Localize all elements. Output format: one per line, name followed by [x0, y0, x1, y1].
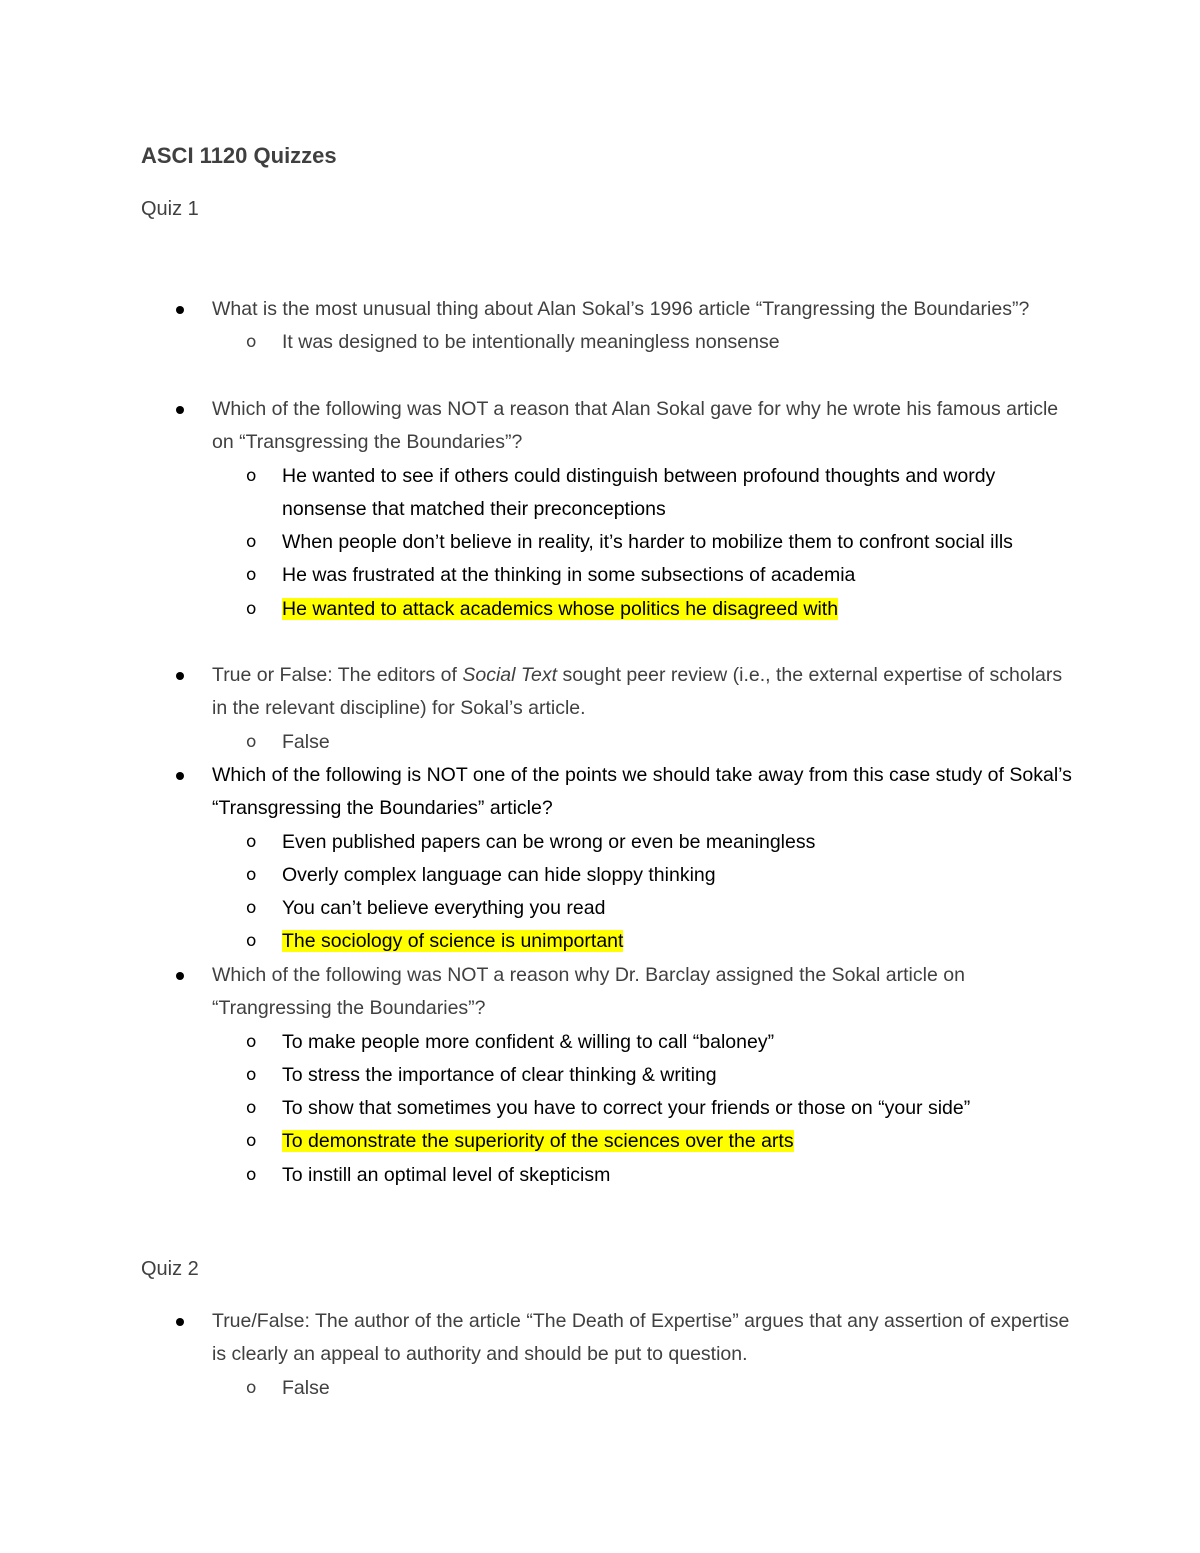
- circle-marker-icon: o: [246, 864, 257, 885]
- question-text: Which of the following is NOT one of the points we should take away from this case study of Sokal’s “Transgressing the Boundaries” article?: [212, 764, 1072, 820]
- circle-marker-icon: o: [246, 831, 257, 852]
- circle-marker-icon: o: [246, 465, 257, 486]
- document-title: ASCI 1120 Quizzes: [141, 143, 337, 168]
- circle-marker-icon: o: [246, 565, 257, 586]
- answer-option-correct: [246, 1125, 1076, 1158]
- highlighted-answer: He wanted to attack academics whose politics he disagreed with: [282, 597, 839, 620]
- answer-option: o It was designed to be intentionally meaningless nonsense: [282, 326, 1076, 359]
- bullet-icon: [176, 306, 184, 314]
- highlighted-answer: The sociology of science is unimportant: [282, 930, 624, 953]
- quiz-1-question-5: [176, 959, 1076, 1192]
- circle-marker-icon: o: [246, 1131, 257, 1152]
- answer-option: o To instill an optimal level of skepticism: [282, 1159, 1076, 1192]
- quiz-1-question-4: [176, 759, 1076, 959]
- question-text: Which of the following was NOT a reason that Alan Sokal gave for why he wrote his famous article on “Transgressing the Boundaries”?: [212, 398, 1059, 454]
- answer-option: o Even published papers can be wrong or even be meaningless: [282, 826, 1076, 859]
- quiz-1-question-1: [176, 293, 1076, 360]
- quiz-1-heading: Quiz 1: [141, 198, 199, 220]
- circle-marker-icon: o: [246, 731, 257, 752]
- bullet-icon: [176, 1318, 184, 1326]
- bullet-icon: [176, 672, 184, 680]
- answer-option: o To show that sometimes you have to correct your friends or those on “your side”: [282, 1092, 1076, 1125]
- question-text: What is the most unusual thing about Alan Sokal’s 1996 article “Trangressing the Boundaries”?: [212, 298, 1030, 320]
- circle-marker-icon: o: [246, 1098, 257, 1119]
- answer-option: o To make people more confident & willing to call “baloney”: [282, 1026, 1076, 1059]
- answer-option: o False: [282, 726, 1076, 759]
- circle-marker-icon: o: [246, 1164, 257, 1185]
- question-text: True/False: The author of the article “The Death of Expertise” argues that any assertion of expertise is clearly an appeal to authority and should be put to question.: [212, 1310, 1070, 1366]
- journal-title: Social Text: [462, 664, 558, 686]
- circle-marker-icon: o: [246, 1377, 257, 1398]
- highlighted-answer: To demonstrate the superiority of the sciences over the arts: [282, 1130, 794, 1153]
- bullet-icon: [176, 772, 184, 780]
- circle-marker-icon: o: [246, 532, 257, 553]
- answer-option: o He wanted to see if others could distinguish between profound thoughts and wordy nonsense that matched their preconceptions: [282, 460, 1076, 527]
- answer-option: o When people don’t believe in reality, it’s harder to mobilize them to confront social ills: [282, 526, 1076, 559]
- quiz-2-question-1: [176, 1305, 1076, 1405]
- circle-marker-icon: o: [246, 898, 257, 919]
- answer-option: o You can’t believe everything you read: [282, 892, 1076, 925]
- answer-option: o Overly complex language can hide sloppy thinking: [282, 859, 1076, 892]
- quiz-2-heading: Quiz 2: [141, 1258, 199, 1280]
- answer-option: o He was frustrated at the thinking in some subsections of academia: [282, 559, 1076, 592]
- bullet-icon: [176, 972, 184, 980]
- circle-marker-icon: o: [246, 598, 257, 619]
- circle-marker-icon: o: [246, 1031, 257, 1052]
- answer-option: o False: [282, 1372, 1076, 1405]
- answer-option-correct: [246, 925, 1076, 958]
- quiz-1-question-3: [176, 659, 1076, 759]
- circle-marker-icon: o: [246, 931, 257, 952]
- question-text: True or False: The editors of Social Text sought peer review (i.e., the external expertise of scholars in the relevant discipline) for Sokal’s article.: [212, 664, 1063, 720]
- question-text: Which of the following was NOT a reason why Dr. Barclay assigned the Sokal article on “Trangressing the Boundaries”?: [212, 964, 965, 1020]
- answer-option-correct: [246, 593, 1076, 626]
- quiz-1-question-2: [176, 393, 1076, 626]
- bullet-icon: [176, 406, 184, 414]
- circle-marker-icon: o: [246, 1064, 257, 1085]
- circle-marker-icon: o: [246, 332, 257, 353]
- answer-option: o To stress the importance of clear thinking & writing: [282, 1059, 1076, 1092]
